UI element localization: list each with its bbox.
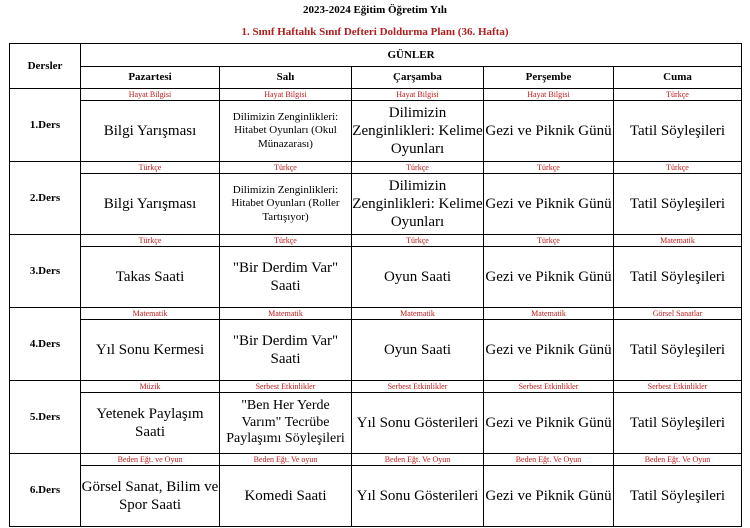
subject-cell: Hayat Bilgisi: [220, 89, 352, 101]
subject-cell: Beden Eğt. Ve Oyun: [614, 454, 742, 466]
header-day: Salı: [220, 66, 352, 89]
subject-cell: Serbest Etkinlikler: [484, 381, 614, 393]
lesson-topic-row: [10, 247, 742, 308]
document-title: 2023-2024 Eğitim Öğretim Yılı: [303, 4, 447, 16]
topic-cell: Gezi ve Piknik Günü: [484, 247, 614, 308]
topic-cell: "Bir Derdim Var" Saati: [220, 320, 352, 381]
lesson-label: 2.Ders: [10, 162, 81, 235]
topic-cell: Takas Saati: [81, 247, 220, 308]
subject-cell: Serbest Etkinlikler: [352, 381, 484, 393]
topic-cell: Dilimizin Zenginlikleri: Hitabet Oyunları (Okul Münazarası): [220, 101, 352, 162]
topic-cell: Yetenek Paylaşım Saati: [81, 393, 220, 454]
header-day: Pazartesi: [81, 66, 220, 89]
topic-cell: Bilgi Yarışması: [81, 174, 220, 235]
topic-cell: Tatil Söyleşileri: [614, 101, 742, 162]
topic-cell: Gezi ve Piknik Günü: [484, 320, 614, 381]
topic-cell: Oyun Saati: [352, 320, 484, 381]
lesson-label: 1.Ders: [10, 89, 81, 162]
subject-cell: Hayat Bilgisi: [352, 89, 484, 101]
subject-cell: Matematik: [484, 308, 614, 320]
lesson-topic-row: [10, 101, 742, 162]
subject-cell: Beden Eğt. Ve oyun: [220, 454, 352, 466]
subject-cell: Hayat Bilgisi: [81, 89, 220, 101]
lesson-label: 6.Ders: [10, 454, 81, 527]
topic-cell: Yıl Sonu Kermesi: [81, 320, 220, 381]
subject-cell: Serbest Etkinlikler: [614, 381, 742, 393]
header-day: Cuma: [614, 66, 742, 89]
subject-cell: Matematik: [220, 308, 352, 320]
topic-cell: Gezi ve Piknik Günü: [484, 393, 614, 454]
header-day: Perşembe: [484, 66, 614, 89]
subject-cell: Matematik: [352, 308, 484, 320]
lesson-label: 5.Ders: [10, 381, 81, 454]
lesson-subject-row: [10, 454, 742, 466]
document-subtitle: 1. Sınıf Haftalık Sınıf Defteri Doldurma Planı (36. Hafta): [241, 26, 509, 38]
subject-cell: Müzik: [81, 381, 220, 393]
subject-cell: Türkçe: [614, 89, 742, 101]
lesson-topic-row: [10, 320, 742, 381]
subject-cell: Türkçe: [81, 162, 220, 174]
subject-cell: Türkçe: [484, 162, 614, 174]
subject-cell: Matematik: [81, 308, 220, 320]
subject-cell: Serbest Etkinlikler: [220, 381, 352, 393]
subject-cell: Beden Eğt. Ve Oyun: [484, 454, 614, 466]
subject-cell: Matematik: [614, 235, 742, 247]
topic-cell: Dilimizin Zenginlikleri: Kelime Oyunları: [352, 101, 484, 162]
topic-cell: Oyun Saati: [352, 247, 484, 308]
subject-cell: Türkçe: [614, 162, 742, 174]
lesson-subject-row: [10, 381, 742, 393]
topic-cell: Dilimizin Zenginlikleri: Hitabet Oyunları (Roller Tartışıyor): [220, 174, 352, 235]
topic-cell: Yıl Sonu Gösterileri: [352, 466, 484, 527]
subject-cell: Türkçe: [220, 162, 352, 174]
weekly-plan-table: [9, 43, 742, 527]
header-dersler: Dersler: [10, 44, 81, 89]
lesson-subject-row: [10, 162, 742, 174]
subject-cell: Türkçe: [484, 235, 614, 247]
topic-cell: Gezi ve Piknik Günü: [484, 101, 614, 162]
subject-cell: Görsel Sanatlar: [614, 308, 742, 320]
topic-cell: Tatil Söyleşileri: [614, 247, 742, 308]
lesson-subject-row: [10, 89, 742, 101]
lesson-topic-row: [10, 174, 742, 235]
lesson-label: 4.Ders: [10, 308, 81, 381]
topic-cell: Tatil Söyleşileri: [614, 174, 742, 235]
subject-cell: Türkçe: [352, 235, 484, 247]
subject-cell: Beden Eğt. Ve Oyun: [352, 454, 484, 466]
lesson-topic-row: [10, 393, 742, 454]
lesson-subject-row: [10, 308, 742, 320]
topic-cell: Komedi Saati: [220, 466, 352, 527]
subject-cell: Türkçe: [352, 162, 484, 174]
topic-cell: Tatil Söyleşileri: [614, 320, 742, 381]
topic-cell: Dilimizin Zenginlikleri: Kelime Oyunları: [352, 174, 484, 235]
subject-cell: Türkçe: [81, 235, 220, 247]
subject-cell: Hayat Bilgisi: [484, 89, 614, 101]
topic-cell: Tatil Söyleşileri: [614, 466, 742, 527]
lesson-subject-row: [10, 235, 742, 247]
topic-cell: "Ben Her Yerde Varım" Tecrübe Paylaşımı Söyleşileri: [220, 393, 352, 454]
lesson-label: 3.Ders: [10, 235, 81, 308]
header-day: Çarşamba: [352, 66, 484, 89]
topic-cell: Yıl Sonu Gösterileri: [352, 393, 484, 454]
topic-cell: Bilgi Yarışması: [81, 101, 220, 162]
topic-cell: Gezi ve Piknik Günü: [484, 466, 614, 527]
topic-cell: Tatil Söyleşileri: [614, 393, 742, 454]
header-gunler: GÜNLER: [81, 44, 742, 67]
topic-cell: Görsel Sanat, Bilim ve Spor Saati: [81, 466, 220, 527]
topic-cell: Gezi ve Piknik Günü: [484, 174, 614, 235]
subject-cell: Beden Eğt. ve Oyun: [81, 454, 220, 466]
subject-cell: Türkçe: [220, 235, 352, 247]
lesson-topic-row: [10, 466, 742, 527]
topic-cell: "Bir Derdim Var" Saati: [220, 247, 352, 308]
